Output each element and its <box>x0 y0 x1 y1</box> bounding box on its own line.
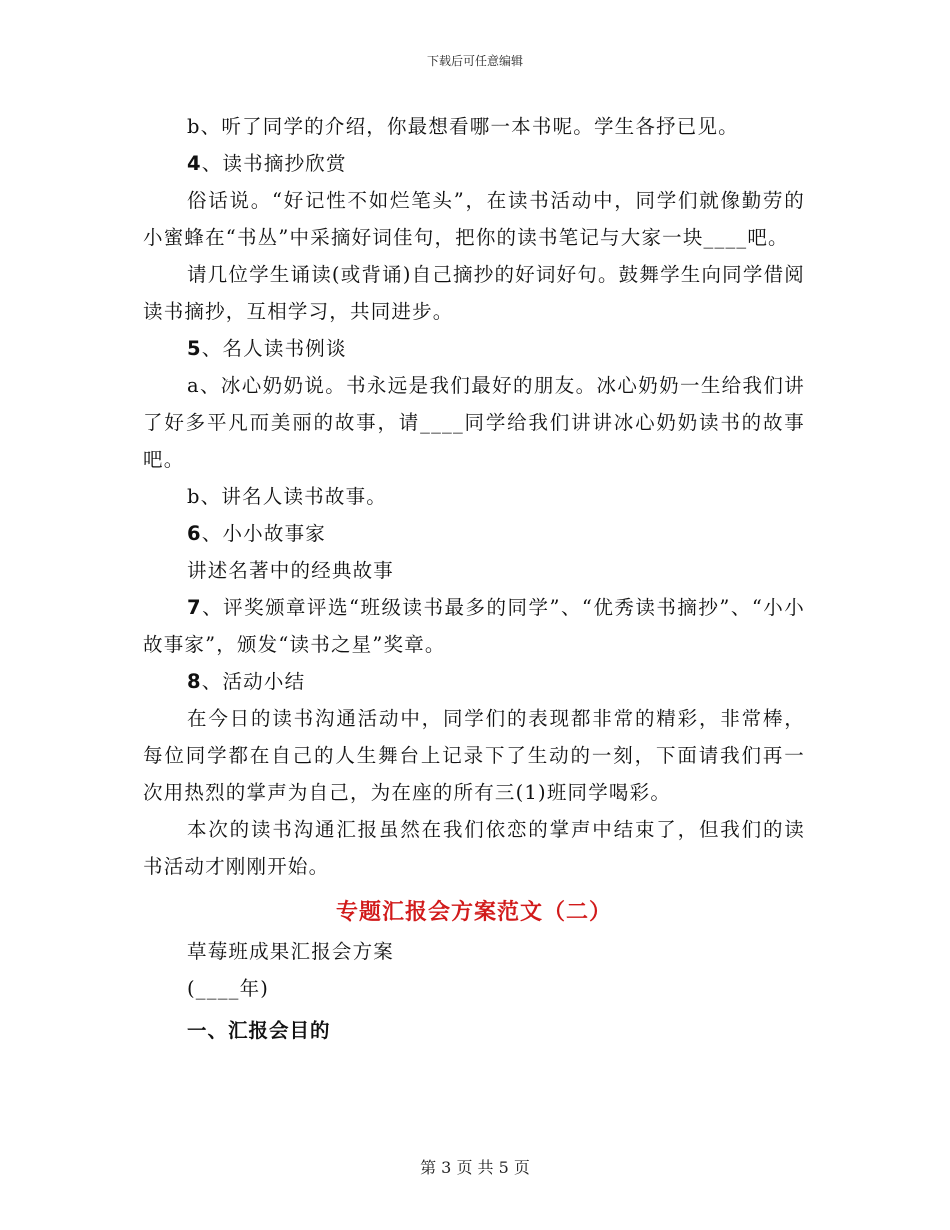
item-number: 6 <box>187 522 202 545</box>
page-header-note: 下载后可任意编辑 <box>426 54 523 68</box>
item-number: 7 <box>187 596 202 619</box>
paragraph: 本次的读书沟通汇报虽然在我们依恋的掌声中结束了，但我们的读书活动才刚刚开始。 <box>143 818 805 878</box>
paragraph: a、冰心奶奶说。书永远是我们最好的朋友。冰心奶奶一生给我们讲了好多平凡而美丽的故事，请____同学给我们讲讲冰心奶奶读书的故事吧。 <box>143 374 805 471</box>
subheading: 一、汇报会目的 <box>187 1019 331 1042</box>
document-body <box>143 108 805 1053</box>
page-footer: 第 3 页 共 5 页 <box>420 1158 530 1177</box>
item-text: 、小小故事家 <box>201 522 326 545</box>
paragraph: 草莓班成果汇报会方案 <box>187 940 395 963</box>
item-number: 5 <box>187 337 202 360</box>
item-text: 、读书摘抄欣赏 <box>201 152 347 175</box>
numbered-item-7 <box>143 589 805 663</box>
item-number: 4 <box>187 152 202 175</box>
paragraph: 请几位学生诵读(或背诵)自己摘抄的好词好句。鼓舞学生向同学借阅读书摘抄，互相学习，共同进步。 <box>143 263 805 323</box>
item-number: 8 <box>187 670 202 693</box>
item-text: 、活动小结 <box>201 670 306 693</box>
numbered-item-5 <box>143 330 805 367</box>
item-text: 、名人读书例谈 <box>201 337 347 360</box>
paragraph: b、听了同学的介绍，你最想看哪一本书呢。学生各抒已见。 <box>187 115 739 138</box>
paragraph: 讲述名著中的经典故事 <box>187 559 395 582</box>
paragraph: 在今日的读书沟通活动中，同学们的表现都非常的精彩，非常棒，每位同学都在自己的人生舞台上记录下了生动的一刻，下面请我们再一次用热烈的掌声为自己，为在座的所有三(1)班同学喝彩。 <box>143 707 805 804</box>
paragraph: 俗话说。“好记性不如烂笔头”，在读书活动中，同学们就像勤劳的小蜜蜂在“书丛”中采摘好词佳句，把你的读书笔记与大家一块____吧。 <box>143 189 805 249</box>
paragraph: (____年) <box>187 977 270 1000</box>
numbered-item-6 <box>143 515 805 552</box>
section-title: 专题汇报会方案范文（二） <box>335 899 612 925</box>
numbered-item-4 <box>143 145 805 182</box>
numbered-item-8 <box>143 663 805 700</box>
paragraph: b、讲名人读书故事。 <box>187 485 387 508</box>
item-text: 、评奖颁章评选“班级读书最多的同学”、“优秀读书摘抄”、“小小故事家”，颁发“读书之星”奖章。 <box>143 596 805 656</box>
